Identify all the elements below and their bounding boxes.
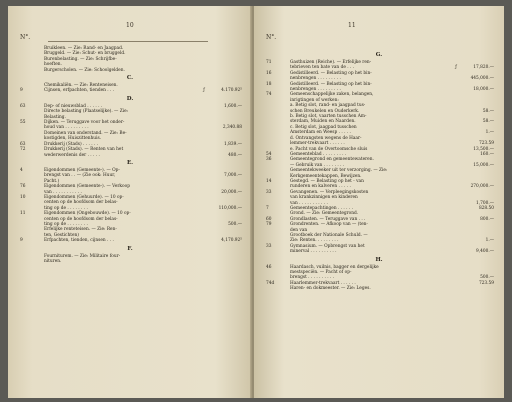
entry-text: kostigden, Huiszittenhuis. bbox=[44, 136, 102, 142]
currency-symbol bbox=[200, 68, 208, 73]
entry-text: ting op de . . . . . . . . bbox=[44, 205, 88, 211]
entry-text: brengst van . . — (Zie ook: Huur, bbox=[44, 173, 116, 179]
entry-text: nenbrengen . . . . . . . . . bbox=[290, 76, 341, 82]
entry-number: 33 bbox=[266, 189, 272, 195]
entry-number: 46 bbox=[266, 264, 272, 270]
currency-symbol bbox=[200, 238, 208, 243]
entry-amount bbox=[460, 286, 494, 291]
entry-text: Drukkerij (Stads) . . . . . . bbox=[44, 141, 99, 147]
entry-text: Gemeentegrond en gemeentewateren. bbox=[290, 157, 374, 163]
entry-text: Eigendommen (Gehuurde). — 10 op- bbox=[44, 194, 124, 200]
entry-text: minerval . . . . . . . . . . bbox=[290, 249, 337, 255]
entry-text: Amsterdam en Weesp . . . . . bbox=[290, 130, 351, 136]
entry-number: 76 bbox=[20, 184, 26, 190]
entry-text: Directe belasting (Plaatselijke). — Zie: bbox=[44, 109, 129, 115]
entry-text: Grondlasten. — Teruggave van . . . bbox=[290, 216, 366, 222]
currency-symbol bbox=[452, 249, 460, 254]
currency-symbol bbox=[452, 286, 460, 291]
entry-number: 63 bbox=[20, 141, 26, 147]
entry-text: Eigendommen (Ongebouwde). — 10 op- bbox=[44, 211, 131, 217]
entry-text: Dep- of nieuwsblad . . . . . . bbox=[44, 103, 103, 109]
entry-text: Haardasch, vuilnis, bagger en dergelijke bbox=[290, 264, 379, 270]
entry-text: Gestegd. — Belasting op het - van bbox=[290, 178, 364, 184]
entry-amount: 445,000.— bbox=[470, 76, 494, 82]
entry-text: Belasting. bbox=[44, 114, 66, 120]
entry-text: ting op de . . . . . . . . bbox=[44, 221, 88, 227]
entry-number: 14 bbox=[266, 178, 272, 184]
entry-number: 74 bbox=[266, 92, 272, 98]
entry-text: a. Betig slot, rand- en jaagpad tus- bbox=[290, 103, 366, 109]
entry-text: Grondrenten. — Afkoop van — (ten- bbox=[290, 222, 368, 228]
entry-text: Bruggeld. — Zie: Schut- en bruggeld. bbox=[44, 51, 126, 57]
left-entries bbox=[18, 46, 242, 264]
entry-amount: 1,700.— bbox=[476, 200, 494, 206]
left-page-number: 10 bbox=[126, 22, 134, 29]
right-column-label: N°. bbox=[266, 34, 277, 41]
entry-amount: 58.— bbox=[482, 108, 494, 114]
entry-text: Burgerscholen. — Zie: Schoolgelden. bbox=[44, 67, 125, 73]
section-letter: G. bbox=[375, 52, 383, 58]
entry-amount: 800.— bbox=[480, 216, 494, 222]
entry-text: Domeinen van onderstand. — Zie: Be- bbox=[44, 130, 127, 136]
entry-text: d. Ontvangsten wegens de Haar- bbox=[290, 135, 362, 141]
entry-amount: 270,000.— bbox=[470, 184, 494, 190]
entry-number bbox=[264, 286, 290, 291]
left-column-label: N°. bbox=[20, 34, 31, 41]
entry-amount: 723.59 bbox=[478, 280, 494, 286]
entry-text: Kerkgemeentekappen, Bewijzen. bbox=[290, 173, 362, 179]
entry-text: Gemeentepachtingen . . . . . . bbox=[290, 205, 353, 211]
entry-number bbox=[18, 153, 44, 158]
entry-text: Cijnsen, erfpachten, tienden . . . bbox=[44, 88, 115, 94]
right-entries bbox=[264, 50, 494, 292]
entry-text: Gedistilleerd. — Belasting op het bin- bbox=[290, 70, 372, 76]
entry-amount: 18,000.— bbox=[473, 87, 494, 93]
entry-text: Grootboek der Nationale Schuld. — bbox=[290, 233, 368, 238]
section-letter: F. bbox=[127, 245, 133, 252]
entry-text: van . . . . . . . . . . . bbox=[290, 200, 328, 206]
entry-text: Haarlemmer-trekvaart . . . . . . bbox=[290, 280, 356, 286]
index-entry bbox=[18, 259, 242, 264]
entry-number: 71 bbox=[266, 60, 272, 65]
entry-number: 16 bbox=[266, 70, 272, 76]
entry-amount bbox=[208, 68, 242, 73]
entry-text: wederwerdenis der . . . . . bbox=[44, 152, 100, 158]
entry-text: Gemeentekweeker uit ter verzorging. — Zie: bbox=[290, 168, 388, 174]
right-page bbox=[254, 6, 504, 398]
index-entry bbox=[264, 249, 494, 254]
entry-text: Dijken. — Teruggave voor het onder- bbox=[44, 120, 125, 126]
entry-text: hoeften. bbox=[44, 62, 62, 68]
currency-symbol: ƒ bbox=[455, 65, 457, 71]
entry-amount: 58.— bbox=[482, 119, 494, 125]
entry-number: 54 bbox=[266, 151, 272, 157]
entry-number: 79 bbox=[266, 222, 272, 228]
entry-text: van . . . . . . . . . . . bbox=[44, 189, 82, 195]
entry-text: — Gebruik van . . . . . . . . bbox=[290, 162, 345, 168]
left-page bbox=[8, 6, 252, 398]
entry-number bbox=[18, 68, 44, 73]
entry-amount: 500.— bbox=[480, 275, 494, 281]
entry-amount: 13,500.— bbox=[473, 146, 494, 152]
entry-amount: 17,820.— bbox=[473, 65, 494, 71]
entry-text: Eigendommen (Gemeente-). — Verkoop bbox=[44, 184, 130, 190]
entry-number: 36 bbox=[266, 157, 272, 163]
section-letter: E. bbox=[126, 159, 134, 166]
entry-text: Gasthuizen (Reiche). — Erfelijke ren- bbox=[290, 60, 372, 65]
entry-text: Zie: Renten. . . . . . . . . bbox=[290, 238, 339, 244]
section-letter: H. bbox=[375, 256, 383, 263]
entry-number: 7 bbox=[266, 205, 269, 211]
currency-symbol bbox=[200, 259, 208, 264]
entry-number: 74d bbox=[266, 280, 275, 286]
entry-text: Bruikleen. — Zie: Rand- en Jaagpad. bbox=[44, 46, 124, 51]
section-letter: C. bbox=[126, 75, 134, 82]
entry-number: 4 bbox=[20, 167, 23, 173]
entry-text: Erfelijke renteteisen. — Zie: Ren- bbox=[44, 227, 117, 233]
entry-text: ten, Gestichten) bbox=[44, 232, 79, 238]
index-entry bbox=[18, 88, 242, 93]
entry-text: b. Betig slot, vaarten tusschen Am- bbox=[290, 114, 367, 120]
entry-text: nenbrengen . . . . . . . . . bbox=[290, 87, 341, 93]
entry-text: Drukkerij (Stads). — Renten van het bbox=[44, 147, 124, 153]
index-entry bbox=[18, 153, 242, 158]
entry-text: sterdam, Muiden en Naarden. bbox=[290, 119, 356, 125]
entry-number bbox=[18, 259, 44, 264]
entry-amount: 828.50 bbox=[478, 205, 494, 211]
entry-number: 18 bbox=[266, 81, 272, 87]
entry-text: mestspeciën. — Pacht of op- bbox=[290, 270, 352, 276]
entry-text: Fourniturem. — Zie: Militaire four- bbox=[44, 253, 121, 259]
entry-number: 9 bbox=[20, 238, 23, 244]
entry-amount: 1,839.— bbox=[224, 141, 242, 147]
entry-number: 33 bbox=[266, 243, 272, 249]
entry-number: 9 bbox=[20, 88, 23, 94]
entry-amount: 2,340.88 bbox=[222, 125, 242, 131]
entry-amount: 9,400.— bbox=[476, 249, 494, 255]
entry-text: tebrieven ten bate van de . . . bbox=[290, 65, 355, 71]
currency-symbol bbox=[200, 153, 208, 158]
entry-amount: 20,000.— bbox=[221, 189, 242, 195]
entry-text: Gevangenen. — Verpleegingskosten bbox=[290, 189, 369, 195]
entry-amount: 1,600.— bbox=[224, 103, 242, 109]
entry-number: 55 bbox=[20, 120, 26, 126]
entry-text: c. Betig slot, jaagpad tusschen bbox=[290, 124, 357, 130]
entry-amount: 500.— bbox=[228, 221, 242, 227]
entry-amount: 160.— bbox=[480, 151, 494, 157]
index-entry bbox=[264, 286, 494, 291]
entry-text: e. Pacht van de Overtoomsche sluis bbox=[290, 146, 368, 152]
entry-number: 63 bbox=[20, 103, 26, 109]
entry-text: runderen en kalveren . . . . . bbox=[290, 184, 351, 190]
entry-text: lemmer-trekvaart . . . . . . bbox=[290, 141, 345, 147]
entry-text: Haren- en dokmeester. — Zie: Leges. bbox=[290, 286, 371, 292]
section-letter: D. bbox=[126, 95, 134, 102]
entry-text: Erfpachten, tienden, cijnsen . . . bbox=[44, 238, 114, 244]
entry-amount: 110,000.— bbox=[218, 205, 242, 211]
entry-text: van krankzinnigen en kinderen bbox=[290, 195, 358, 201]
entry-text: centen op de hoofdsom der belas- bbox=[44, 216, 118, 222]
entry-amount: 7,000.— bbox=[224, 173, 242, 179]
entry-number: 72 bbox=[20, 147, 26, 153]
entry-text: Gemeenschappelijke zaken, belangen, bbox=[290, 92, 374, 98]
entry-amount: 480.— bbox=[228, 152, 242, 158]
entry-number: 11 bbox=[20, 211, 26, 217]
entry-text: Pacht.) bbox=[44, 178, 60, 184]
entry-text: den van bbox=[290, 227, 308, 233]
entry-amount: 15,000.— bbox=[473, 162, 494, 168]
entry-text: Grond. — Zie: Gemeentegrond. bbox=[290, 211, 359, 217]
entry-text: nituren. bbox=[44, 259, 62, 264]
entry-amount: 4,170.92⁵ bbox=[221, 238, 242, 244]
entry-text: inrigtingen of werken: bbox=[290, 97, 339, 103]
left-header-rule bbox=[48, 41, 208, 42]
entry-number: 10 bbox=[20, 194, 26, 200]
entry-number bbox=[264, 249, 290, 254]
entry-text: Gymnasium. — Opbrengst van het bbox=[290, 243, 365, 249]
entry-text: schen Breukelen en Ouderkerk. bbox=[290, 108, 360, 114]
index-entry bbox=[18, 68, 242, 73]
currency-symbol: ƒ bbox=[203, 88, 205, 94]
entry-text: Chemikaliën. — Zie: Renteneisen. bbox=[44, 83, 118, 89]
entry-text: centen op de hoofdsom der belas- bbox=[44, 200, 118, 206]
entry-number: 60 bbox=[266, 216, 272, 222]
entry-amount bbox=[208, 259, 242, 264]
entry-text: houd van . . . . . . . . . bbox=[44, 125, 89, 131]
entry-amount: 1.— bbox=[485, 130, 494, 136]
entry-amount: 1.— bbox=[485, 238, 494, 244]
entry-amount: 4.170.92⁵ bbox=[221, 88, 242, 94]
index-entry bbox=[18, 238, 242, 243]
entry-text: Gedistilleerd. — Belasting op het bin- bbox=[290, 81, 372, 87]
right-page-number: 11 bbox=[348, 22, 356, 29]
entry-text: Eigendommen (Gemeente-). — Op- bbox=[44, 167, 120, 173]
entry-text: Burenbelasting. — Zie: Schrijfbe- bbox=[44, 56, 117, 62]
entry-amount: 723.59 bbox=[478, 141, 494, 147]
entry-text: Gemeenteblad . . . . . . . . . bbox=[290, 151, 347, 157]
entry-text: brengst . . . . . . . . . . bbox=[290, 275, 335, 281]
